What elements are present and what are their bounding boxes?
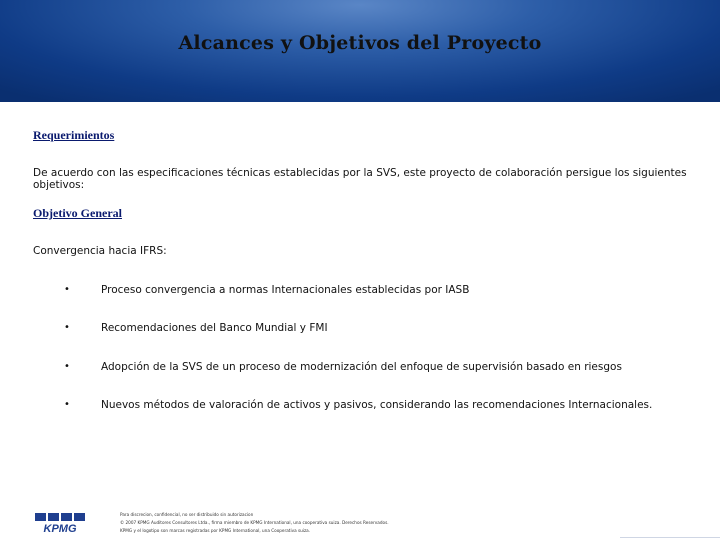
- bullet-icon: •: [64, 361, 70, 372]
- bullet-text: Recomendaciones del Banco Mundial y FMI: [101, 322, 328, 334]
- footer-confidential: Para discrecion, confidencial, no ser distribuido sin autorizacion: [120, 512, 254, 517]
- bullet-icon: •: [64, 322, 70, 333]
- list-item: [0, 399, 720, 415]
- kpmg-logo: [34, 513, 86, 533]
- intro-paragraph: De acuerdo con las especificaciones técnicas establecidas por la SVS, este proyecto de colaboración persigue los siguientes objetivos:: [33, 167, 687, 191]
- bullet-icon: •: [64, 284, 70, 295]
- objective-heading: Objetivo General: [33, 206, 122, 220]
- bullet-icon: •: [64, 399, 70, 410]
- list-item: [0, 322, 720, 338]
- footer-copyright: © 2007 KPMG Auditores Consultores Ltda., firma miembro de KPMG International, una cooperativa suiza. Derechos Reservados.: [120, 520, 389, 525]
- bullet-text: Nuevos métodos de valoración de activos y pasivos, considerando las recomendaciones Internacionales.: [101, 399, 653, 411]
- requirements-heading: Requerimientos: [33, 128, 115, 142]
- footer-divider: [620, 537, 720, 538]
- list-item: [0, 361, 720, 377]
- list-item: [0, 284, 720, 300]
- slide-title: Alcances y Objetivos del Proyecto: [178, 32, 542, 54]
- bullet-text: Adopción de la SVS de un proceso de modernización del enfoque de supervisión basado en riesgos: [101, 361, 622, 373]
- bullet-text: Proceso convergencia a normas Internacionales establecidas por IASB: [101, 284, 470, 296]
- logo-wordmark: KPMG: [43, 523, 77, 533]
- footer-trademark: KPMG y el logotipo son marcas registradas por KPMG International, una Cooperativa suiza.: [120, 528, 311, 533]
- convergence-label: Convergencia hacia IFRS:: [33, 245, 167, 257]
